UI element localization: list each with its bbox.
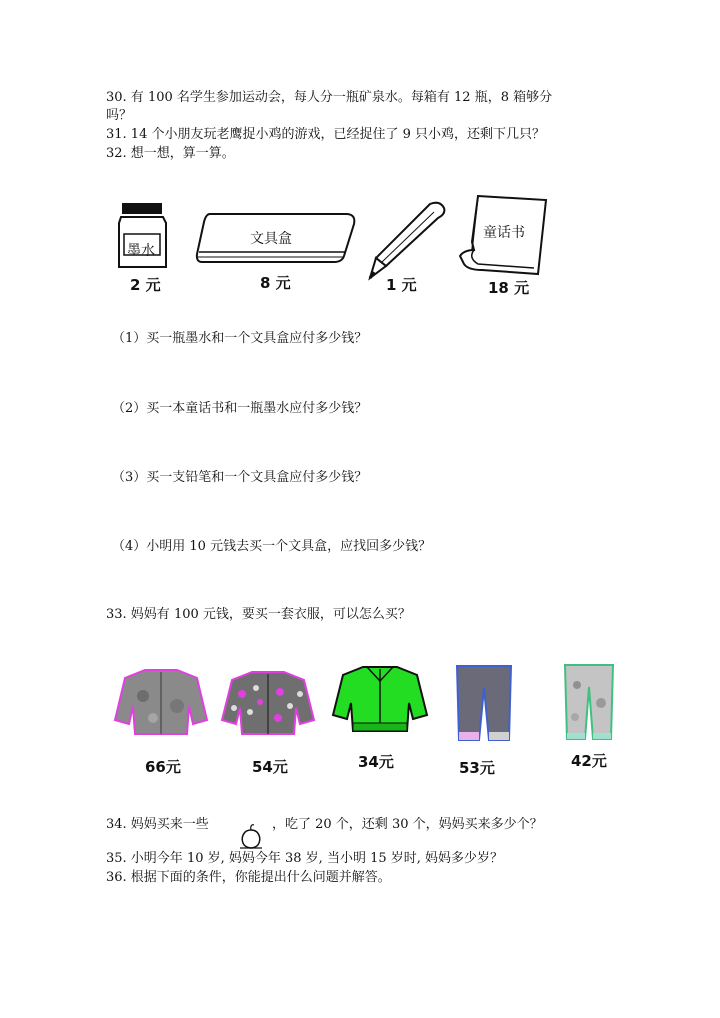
question-36: 36. 根据下面的条件，你能提出什么问题并解答。 [106, 870, 391, 885]
pencil-icon [368, 200, 448, 280]
ink-label: 墨水 [127, 243, 155, 259]
gray-jacket-icon [113, 666, 209, 738]
question-34-part2: ，吃了 20 个，还剩 30 个，妈妈买来多少个？ [272, 817, 543, 832]
clothes-price-2: 54元 [252, 758, 288, 776]
ink-price: 2 元 [130, 276, 161, 294]
pencil-price: 1 元 [386, 276, 417, 294]
question-35: 35. 小明今年 10 岁, 妈妈今年 38 岁, 当小明 15 岁时, 妈妈多少岁？ [106, 851, 504, 866]
light-pants-icon [563, 663, 615, 743]
pencil-box-label: 文具盒 [250, 231, 292, 247]
question-30-line2: 吗？ [106, 108, 133, 123]
question-30-line1: 30. 有 100 名学生参加运动会，每人分一瓶矿泉水。每箱有 12 瓶，8 箱够分 [106, 90, 553, 105]
question-32: 32. 想一想，算一算。 [106, 146, 235, 161]
polka-dot-jacket-icon [220, 668, 316, 740]
question-31: 31. 14 个小朋友玩老鹰捉小鸡的游戏，已经捉住了 9 只小鸡，还剩下几只？ [106, 127, 546, 142]
peach-icon [239, 824, 263, 850]
question-32-sub3: （3）买一支铅笔和一个文具盒应付多少钱？ [112, 470, 368, 485]
clothes-price-3: 34元 [358, 753, 394, 771]
question-34-part1: 34. 妈妈买来一些 [106, 817, 209, 832]
clothes-price-5: 42元 [571, 752, 607, 770]
storybook-label: 童话书 [483, 225, 525, 241]
question-33: 33. 妈妈有 100 元钱，要买一套衣服，可以怎么买？ [106, 607, 411, 622]
question-32-sub1: （1）买一瓶墨水和一个文具盒应付多少钱？ [112, 331, 368, 346]
clothes-price-4: 53元 [459, 759, 495, 777]
pencil-box-price: 8 元 [260, 274, 291, 292]
question-32-sub2: （2）买一本童话书和一瓶墨水应付多少钱？ [112, 401, 368, 416]
question-32-sub4: （4）小明用 10 元钱去买一个文具盒，应找回多少钱？ [112, 539, 432, 554]
clothes-price-1: 66元 [145, 758, 181, 776]
dark-pants-icon [455, 664, 513, 744]
green-jacket-icon [331, 663, 429, 735]
storybook-price: 18 元 [488, 279, 530, 297]
